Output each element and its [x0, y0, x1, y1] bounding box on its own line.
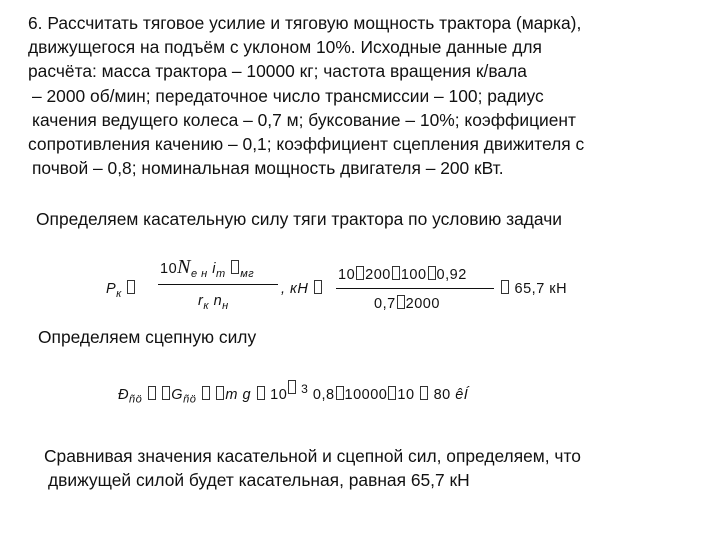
formula1-unit: , кН	[281, 280, 323, 297]
problem-line: качения ведущего колеса – 0,7 м; буксование – 10%; коэффициент	[32, 109, 576, 130]
problem-statement	[28, 11, 584, 180]
conclusion	[44, 444, 581, 492]
problem-line: почвой – 0,8; номинальная мощность двигателя – 200 кВт.	[32, 158, 504, 179]
formula1-substituted-numerator: 10 200 100 0,92	[338, 267, 467, 283]
formula1-fraction-bar	[158, 284, 278, 285]
problem-line: сопротивления качению – 0,1; коэффициент сцепления движителя с	[28, 134, 585, 155]
conclusion-line: Сравнивая значения касательной и сцепной сил, определяем, что	[44, 446, 581, 466]
problem-line: движущегося на подъём с уклоном 10%. Исходные данные для	[28, 37, 542, 58]
formula1-substituted-bar	[336, 288, 494, 289]
problem-line: 6. Рассчитать тяговое усилие и тяговую мощность трактора (марка),	[28, 13, 582, 33]
formula1-denominator: $r_к$ $n_н$	[198, 293, 229, 312]
equals-glyph	[127, 280, 135, 294]
problem-line: расчёта: масса трактора – 10000 кг; частота вращения к/вала	[28, 61, 527, 82]
traction-force-heading: Определяем касательную силу тяги трактора по условию задачи	[36, 209, 562, 229]
conclusion-line: движущей силой будет касательная, равная 65,7 кН	[48, 470, 470, 490]
formula1-numerator: $10N_{е н}$ $i_т$ $_{мг}$	[160, 256, 255, 280]
formula1-lhs: $P_к$	[106, 280, 136, 300]
adhesion-force-formula: $Ð_{ñö}$ $G_{ñö}$ m g 10 $^3$ 0,8 10000 10 80 êÍ	[118, 382, 469, 406]
formula1-result: 65,7 кН	[500, 280, 567, 297]
formula1-substituted-denominator: 0,7 2000	[374, 296, 440, 312]
problem-line: – 2000 об/мин; передаточное число трансмиссии – 100; радиус	[32, 85, 544, 106]
adhesion-force-heading: Определяем сцепную силу	[38, 327, 257, 347]
